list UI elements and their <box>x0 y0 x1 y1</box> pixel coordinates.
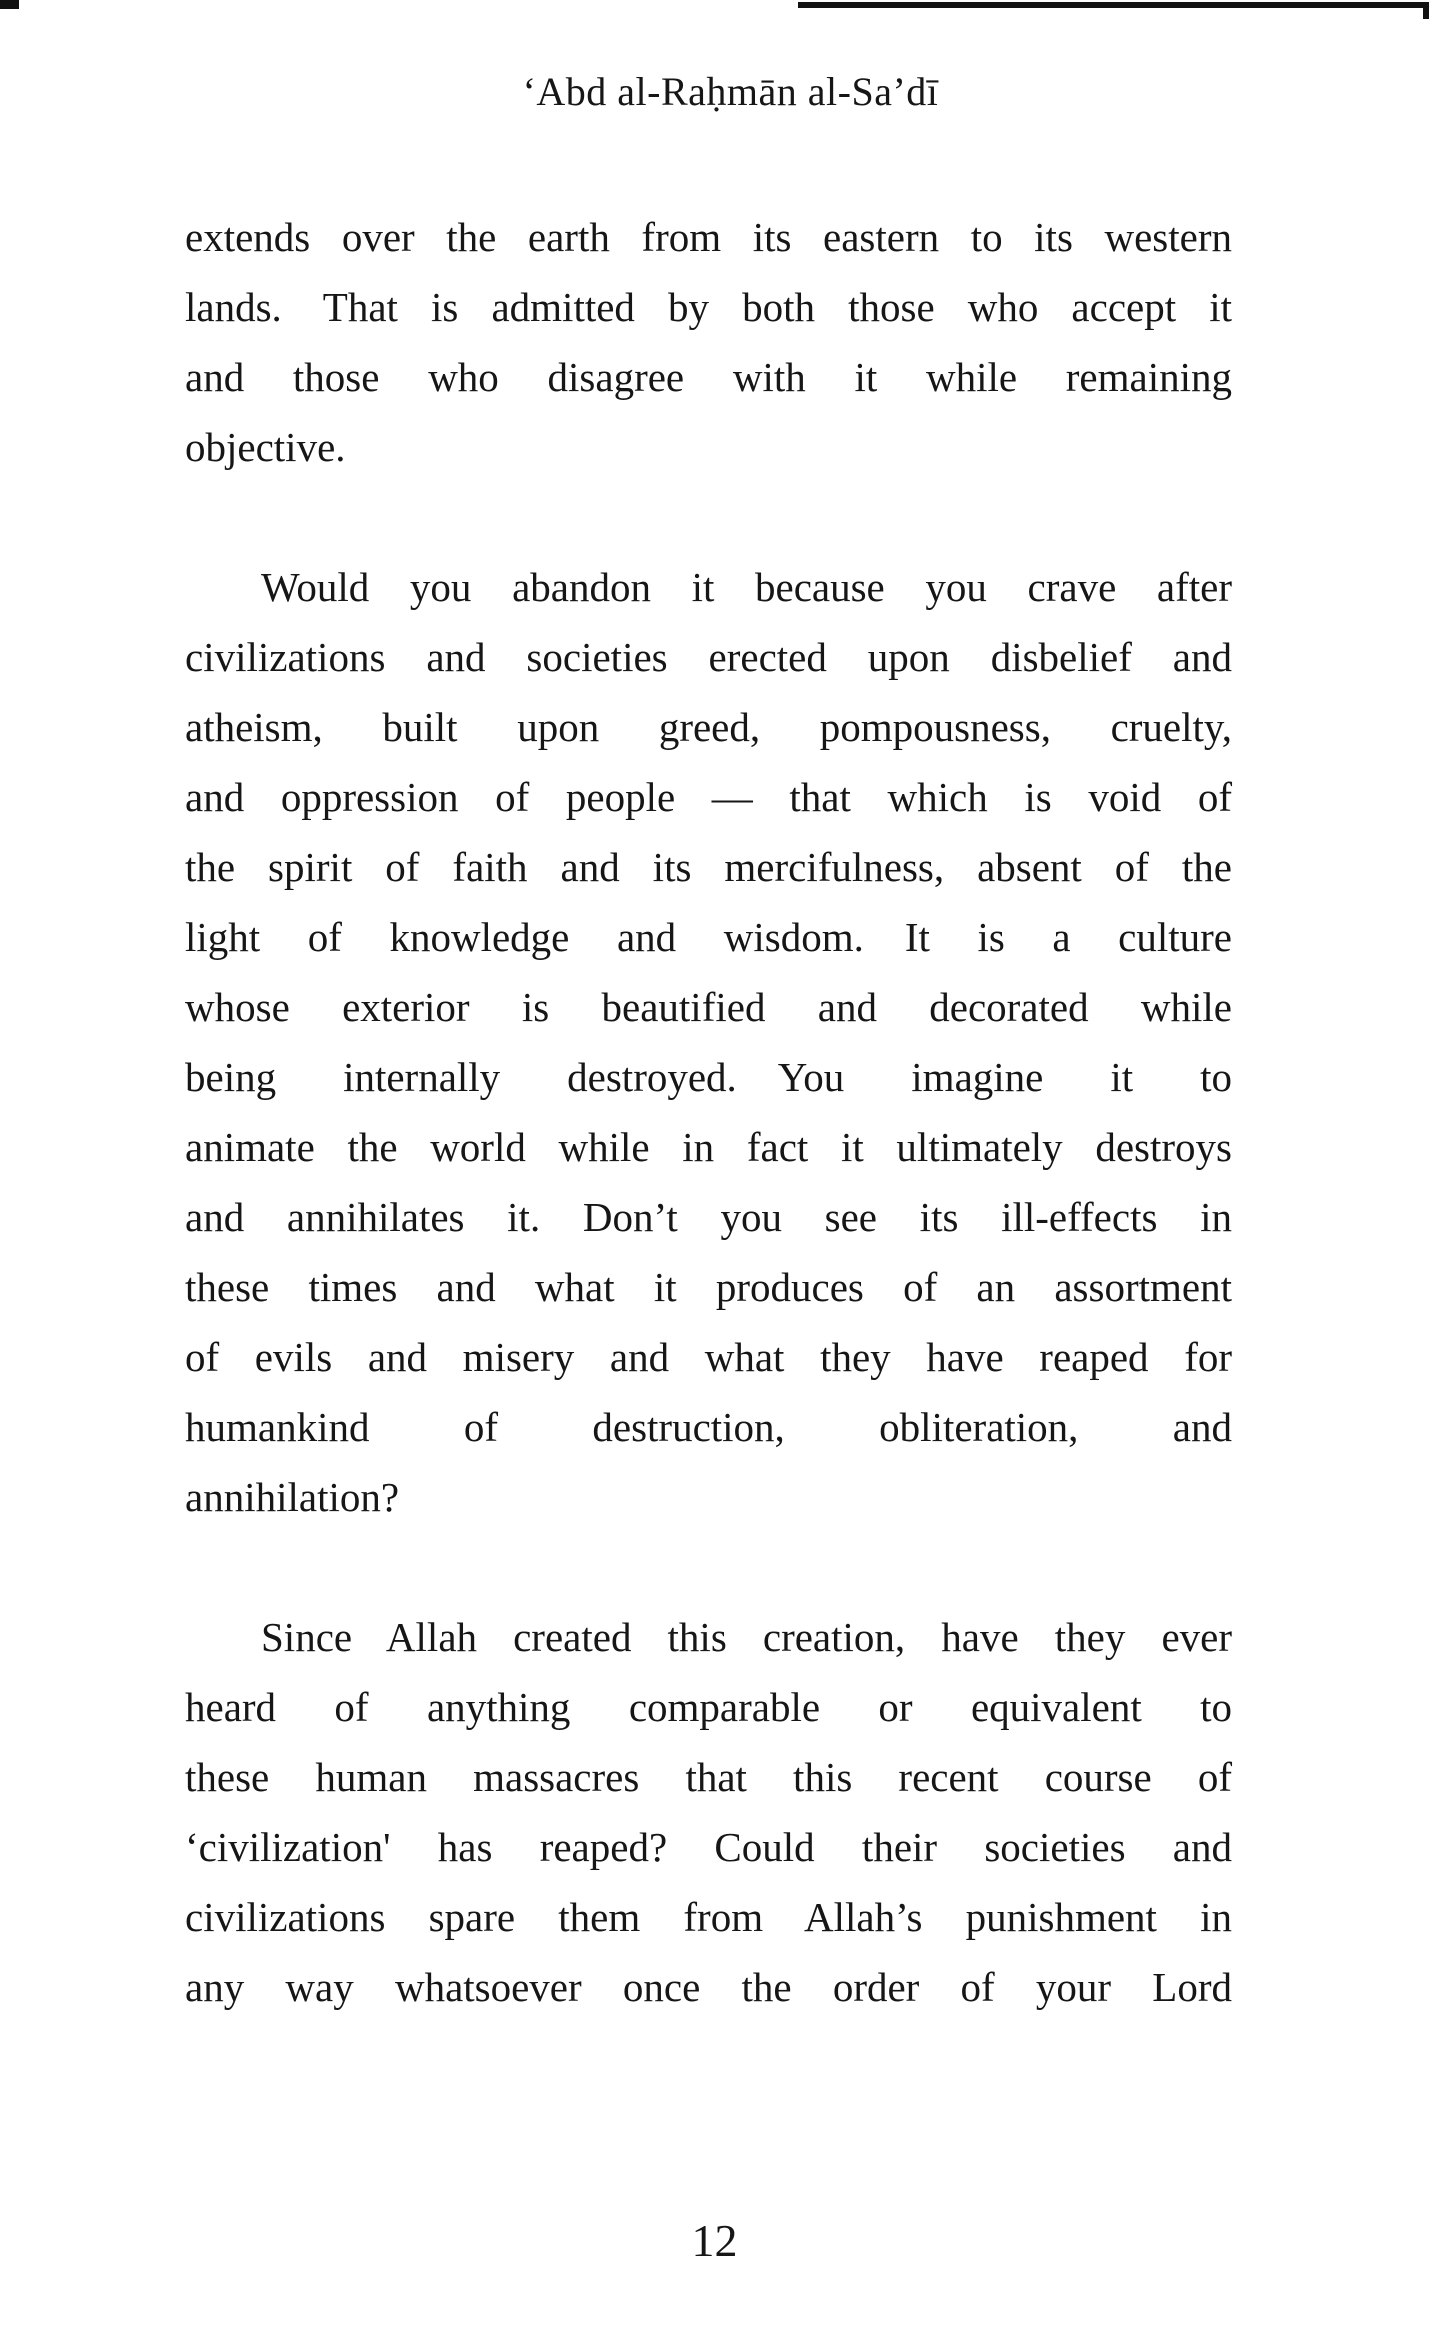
body-line: lands. That is admitted by both those who accept it <box>185 284 1232 330</box>
paragraph <box>185 1602 1232 2022</box>
body-line: and those who disagree with it while remaining <box>185 354 1232 400</box>
body-line: of evils and misery and what they have reaped for <box>185 1334 1232 1380</box>
body-line: whose exterior is beautified and decorated while <box>185 984 1232 1030</box>
scan-artifact-top-right-rule <box>798 2 1429 8</box>
scan-artifact-top-left-mark <box>0 0 19 9</box>
paragraph <box>185 202 1232 482</box>
running-header-author: ‘Abd al-Raḥmān al-Sa’dī <box>522 69 939 114</box>
body-line: humankind of destruction, obliteration, and <box>185 1404 1232 1450</box>
body-line: any way whatsoever once the order of your Lord <box>185 1964 1232 2010</box>
scan-artifact-top-right-tick <box>1423 2 1429 19</box>
page-number: 12 <box>691 2215 738 2266</box>
body-line: ‘civilization' has reaped? Could their societies and <box>185 1824 1232 1870</box>
body-line: being internally destroyed. You imagine it to <box>185 1054 1232 1100</box>
body-line: annihilation? <box>185 1474 400 1520</box>
body-line: extends over the earth from its eastern to its western <box>185 214 1232 260</box>
body-line: light of knowledge and wisdom. It is a culture <box>185 914 1232 960</box>
body-line: Would you abandon it because you crave after <box>261 564 1232 610</box>
body-line: these human massacres that this recent course of <box>185 1754 1232 1800</box>
body-line: objective. <box>185 424 346 470</box>
body-line: these times and what it produces of an assortment <box>185 1264 1232 1310</box>
body-line: and oppression of people — that which is void of <box>185 774 1232 820</box>
body-line: and annihilates it. Don’t you see its ill-effects in <box>185 1194 1232 1240</box>
body-line: animate the world while in fact it ultimately destroys <box>185 1124 1232 1170</box>
body-line: heard of anything comparable or equivalent to <box>185 1684 1232 1730</box>
body-line: atheism, built upon greed, pompousness, cruelty, <box>185 704 1232 750</box>
body-line: Since Allah created this creation, have they ever <box>261 1614 1232 1660</box>
body-line: civilizations spare them from Allah’s punishment in <box>185 1894 1232 1940</box>
page-body <box>185 202 1232 2092</box>
body-line: the spirit of faith and its mercifulness, absent of the <box>185 844 1232 890</box>
paragraph <box>185 552 1232 1532</box>
body-line: civilizations and societies erected upon disbelief and <box>185 634 1232 680</box>
